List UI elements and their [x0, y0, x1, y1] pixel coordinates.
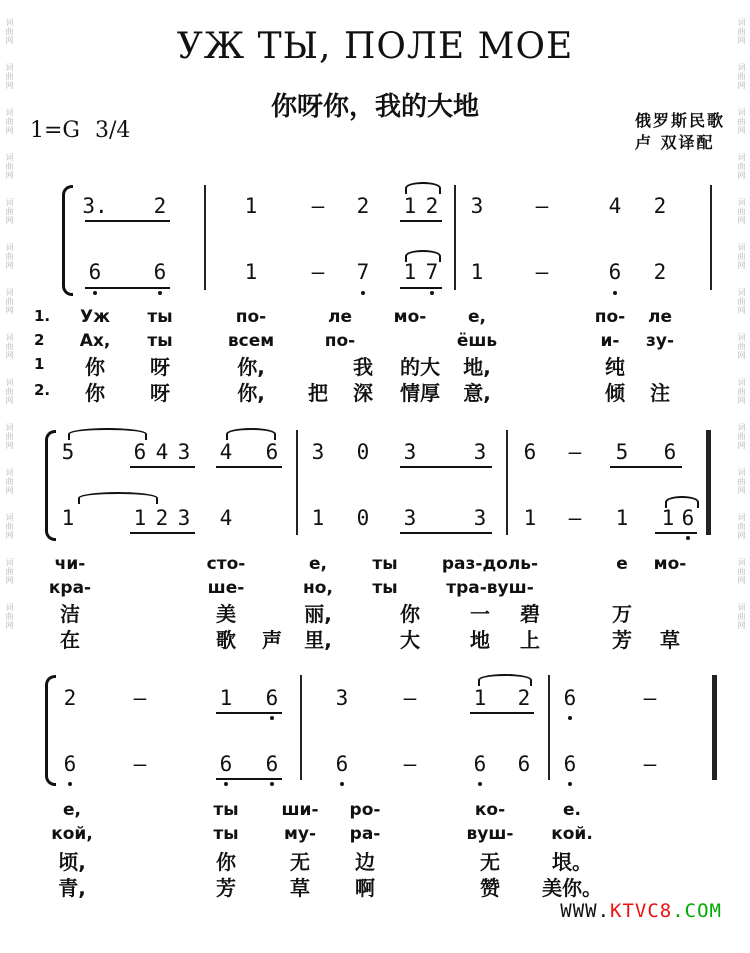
lyric-syllable: 洁	[60, 602, 80, 626]
watermark-right	[734, 0, 748, 953]
note: 2	[153, 194, 167, 218]
slur	[226, 428, 276, 440]
note: 1	[133, 506, 147, 530]
note: 3	[177, 506, 191, 530]
octave-dot	[340, 782, 344, 786]
lyric-syllable: ты	[213, 824, 239, 844]
lyric-syllable: по-	[324, 331, 356, 351]
note: 6	[663, 440, 677, 464]
note: 1	[473, 686, 487, 710]
lyric-syllable: 芳	[612, 628, 632, 652]
note: 7	[356, 260, 370, 284]
lyric-syllable: 边	[355, 850, 375, 874]
watermark-text: 词曲网	[737, 243, 746, 270]
lyric-syllable: е	[616, 554, 628, 574]
watermark-text: 词曲网	[5, 423, 14, 450]
note: 1	[219, 686, 233, 710]
lyric-syllable: 一	[470, 602, 490, 626]
note: 1	[615, 506, 629, 530]
note: 2	[425, 194, 439, 218]
chinese-title: 你呀你，我的大地	[270, 92, 479, 122]
note: 6	[517, 752, 531, 776]
lyric-syllable: 你	[400, 602, 420, 626]
lyric-syllable: ёшь	[456, 331, 498, 351]
lyric-syllable: тра-вуш-	[446, 578, 534, 598]
note: 6	[133, 440, 147, 464]
barline	[300, 675, 302, 780]
note: 2	[155, 506, 169, 530]
note: 1	[311, 506, 325, 530]
note: 2	[653, 194, 667, 218]
barline	[706, 430, 711, 535]
octave-dot	[68, 782, 72, 786]
beam	[130, 532, 195, 534]
lyric-syllable: 碧	[520, 602, 540, 626]
lyric-syllable: кой.	[551, 824, 593, 844]
note: 3	[403, 440, 417, 464]
watermark-text: 词曲网	[737, 333, 746, 360]
lyric-syllable: 你	[85, 355, 105, 379]
lyric-syllable: 里,	[304, 628, 332, 652]
octave-dot	[568, 782, 572, 786]
watermark-text: 词曲网	[5, 243, 14, 270]
note: —	[568, 506, 582, 530]
lyric-syllable: е.	[563, 800, 581, 820]
octave-dot	[224, 782, 228, 786]
lyric-syllable: 无	[290, 850, 310, 874]
note: —	[643, 752, 657, 776]
note: 6	[265, 752, 279, 776]
note: 4	[608, 194, 622, 218]
note: 6	[219, 752, 233, 776]
note: 3	[403, 506, 417, 530]
lyric-syllable: мо-	[393, 307, 427, 327]
lyric-syllable: ше-	[207, 578, 245, 598]
octave-dot	[686, 536, 690, 540]
note: 5	[615, 440, 629, 464]
note: 6	[88, 260, 102, 284]
barline	[710, 185, 712, 290]
beam	[400, 220, 442, 222]
lyric-syllable: е,	[468, 307, 486, 327]
lyric-syllable: 上	[520, 628, 540, 652]
time-signature: 3/4	[95, 118, 131, 143]
note: 1	[244, 260, 258, 284]
beam	[400, 466, 492, 468]
barline	[548, 675, 550, 780]
lyric-syllable: 你,	[237, 355, 265, 379]
lyric-syllable: 丽,	[304, 602, 332, 626]
barline	[454, 185, 456, 290]
note: 4	[155, 440, 169, 464]
lyric-syllable: му-	[283, 824, 317, 844]
note: —	[568, 440, 582, 464]
lyric-syllable: мо-	[653, 554, 687, 574]
verse-number: 1.	[34, 307, 51, 325]
beam	[216, 466, 282, 468]
lyric-syllable: 垠。	[552, 850, 592, 874]
barline	[506, 430, 508, 535]
octave-dot	[430, 291, 434, 295]
watermark-text: 词曲网	[5, 333, 14, 360]
note: —	[403, 752, 417, 776]
slur	[68, 428, 147, 440]
note: 1	[470, 260, 484, 284]
russian-title: УЖ ТЫ, ПОЛЕ МОЕ	[176, 26, 574, 67]
verse-number: 2	[34, 331, 45, 349]
note: 4	[219, 506, 233, 530]
beam	[85, 287, 170, 289]
slur	[78, 492, 158, 504]
lyric-syllable: 你,	[237, 381, 265, 405]
note: 6	[265, 440, 279, 464]
lyric-syllable: 啊	[355, 876, 375, 900]
lyric-syllable: Ах,	[79, 331, 111, 351]
note: 4	[219, 440, 233, 464]
lyric-syllable: 纯	[605, 355, 625, 379]
lyric-syllable: ты	[372, 554, 398, 574]
lyric-syllable: 赞	[480, 876, 500, 900]
system-brace	[62, 185, 73, 296]
lyric-syllable: 深	[353, 381, 373, 405]
watermark-text: 词曲网	[5, 198, 14, 225]
lyric-syllable: 无	[480, 850, 500, 874]
lyric-syllable: 地,	[463, 355, 491, 379]
site-url-prefix: WWW.	[560, 900, 611, 922]
verse-number: 1	[34, 355, 45, 373]
beam	[85, 220, 170, 222]
note: 7	[425, 260, 439, 284]
octave-dot	[270, 782, 274, 786]
site-url-brand: KTVC8	[610, 900, 673, 922]
lyric-syllable: 的大	[400, 355, 440, 379]
lyric-syllable: ши-	[281, 800, 319, 820]
octave-dot	[613, 291, 617, 295]
lyric-syllable: 美你。	[542, 876, 602, 900]
lyric-syllable: 顷,	[58, 850, 86, 874]
note: —	[535, 194, 549, 218]
watermark-text: 词曲网	[737, 513, 746, 540]
lyric-syllable: сто-	[206, 554, 246, 574]
lyric-syllable: раз-доль-	[441, 554, 539, 574]
lyric-syllable: всем	[227, 331, 275, 351]
lyric-syllable: 在	[60, 628, 80, 652]
note: 6	[265, 686, 279, 710]
octave-dot	[158, 291, 162, 295]
tie	[665, 496, 699, 508]
lyric-syllable: 你	[216, 850, 236, 874]
lyric-syllable: ле	[328, 307, 352, 327]
watermark-text: 词曲网	[737, 288, 746, 315]
watermark-text: 词曲网	[737, 63, 746, 90]
lyric-syllable: 歌	[216, 628, 236, 652]
watermark-text: 词曲网	[5, 468, 14, 495]
lyric-syllable: ро-	[349, 800, 381, 820]
note: —	[311, 260, 325, 284]
note: —	[133, 752, 147, 776]
lyric-syllable: 大	[400, 628, 420, 652]
octave-dot	[568, 716, 572, 720]
note: 6	[335, 752, 349, 776]
lyric-syllable: 草	[290, 876, 310, 900]
watermark-text: 词曲网	[5, 378, 14, 405]
note: 5	[61, 440, 75, 464]
lyric-syllable: кра-	[48, 578, 92, 598]
system-brace	[45, 430, 56, 541]
lyric-syllable: по-	[235, 307, 267, 327]
octave-dot	[270, 716, 274, 720]
system-brace	[45, 675, 56, 786]
watermark-text: 词曲网	[5, 153, 14, 180]
beam	[216, 712, 282, 714]
watermark-text: 词曲网	[5, 108, 14, 135]
lyric-syllable: кой,	[51, 824, 93, 844]
watermark-text: 词曲网	[737, 153, 746, 180]
lyric-syllable: ты	[147, 307, 173, 327]
note: 6	[473, 752, 487, 776]
watermark-text: 词曲网	[737, 198, 746, 225]
note: 3	[335, 686, 349, 710]
barline	[204, 185, 206, 290]
watermark-text: 词曲网	[5, 63, 14, 90]
lyric-syllable: зу-	[645, 331, 675, 351]
origin-credit: 俄罗斯民歌	[634, 111, 725, 130]
watermark-text: 词曲网	[5, 513, 14, 540]
lyric-syllable: 青,	[58, 876, 86, 900]
watermark-text: 词曲网	[5, 288, 14, 315]
watermark-text: 词曲网	[737, 468, 746, 495]
lyric-syllable: ко-	[474, 800, 506, 820]
beam	[655, 532, 697, 534]
watermark-text: 词曲网	[5, 603, 14, 630]
note: 1	[244, 194, 258, 218]
lyric-syllable: 芳	[216, 876, 236, 900]
octave-dot	[361, 291, 365, 295]
watermark-text: 词曲网	[5, 18, 14, 45]
lyric-syllable: чи-	[54, 554, 86, 574]
lyric-syllable: 草	[660, 628, 680, 652]
note: 2	[356, 194, 370, 218]
tie	[405, 250, 441, 262]
watermark-left	[2, 0, 16, 953]
lyric-syllable: вуш-	[466, 824, 514, 844]
lyric-syllable: но,	[303, 578, 333, 598]
lyric-syllable: 注	[650, 381, 670, 405]
barline	[296, 430, 298, 535]
note: 3	[177, 440, 191, 464]
note: —	[403, 686, 417, 710]
note: 6	[563, 686, 577, 710]
lyric-syllable: 倾	[605, 381, 625, 405]
lyric-syllable: 声	[262, 628, 282, 652]
lyric-syllable: 把	[308, 381, 328, 405]
key-signature: 1=G	[30, 118, 81, 143]
note: 3.	[82, 194, 108, 218]
note: 3	[473, 506, 487, 530]
lyric-syllable: 情厚	[400, 381, 440, 405]
tie	[405, 182, 441, 194]
lyric-syllable: ра-	[349, 824, 381, 844]
note: 2	[63, 686, 77, 710]
lyric-syllable: 地	[470, 628, 490, 652]
watermark-text: 词曲网	[737, 18, 746, 45]
note: 3	[473, 440, 487, 464]
lyric-syllable: 呀	[150, 355, 170, 379]
lyric-syllable: по-	[594, 307, 626, 327]
lyric-syllable: 美	[216, 602, 236, 626]
lyric-syllable: ле	[648, 307, 672, 327]
lyric-syllable: ты	[213, 800, 239, 820]
note: 6	[681, 506, 695, 530]
slur	[478, 674, 532, 686]
note: 3	[470, 194, 484, 218]
key-time-signature	[30, 118, 130, 143]
note: 0	[356, 440, 370, 464]
beam	[470, 712, 534, 714]
lyric-syllable: 万	[612, 602, 632, 626]
lyric-syllable: е,	[309, 554, 327, 574]
lyric-syllable: 我	[353, 355, 373, 379]
watermark-text: 词曲网	[737, 558, 746, 585]
note: 0	[356, 506, 370, 530]
note: —	[643, 686, 657, 710]
lyric-syllable: 意,	[463, 381, 491, 405]
site-url[interactable]	[560, 900, 722, 922]
beam	[216, 778, 282, 780]
lyric-syllable: 你	[85, 381, 105, 405]
translator-credit: 卢 双译配	[634, 133, 715, 152]
lyric-syllable: ты	[147, 331, 173, 351]
note: 6	[63, 752, 77, 776]
octave-dot	[478, 782, 482, 786]
site-url-suffix: .COM	[672, 900, 722, 922]
verse-number: 2.	[34, 381, 51, 399]
beam	[610, 466, 682, 468]
watermark-text: 词曲网	[737, 603, 746, 630]
lyric-syllable: 呀	[150, 381, 170, 405]
note: 6	[523, 440, 537, 464]
final-barline	[712, 675, 717, 780]
note: 1	[661, 506, 675, 530]
octave-dot	[93, 291, 97, 295]
watermark-text: 词曲网	[5, 558, 14, 585]
note: —	[311, 194, 325, 218]
note: 3	[311, 440, 325, 464]
note: 2	[517, 686, 531, 710]
lyric-syllable: и-	[600, 331, 620, 351]
lyric-syllable: Уж	[79, 307, 111, 327]
note: 6	[608, 260, 622, 284]
lyric-syllable: е,	[63, 800, 81, 820]
watermark-text: 词曲网	[737, 423, 746, 450]
note: 1	[523, 506, 537, 530]
note: 1	[403, 194, 417, 218]
watermark-text: 词曲网	[737, 378, 746, 405]
note: 6	[563, 752, 577, 776]
watermark-text: 词曲网	[737, 108, 746, 135]
beam	[130, 466, 195, 468]
note: —	[535, 260, 549, 284]
note: —	[133, 686, 147, 710]
note: 2	[653, 260, 667, 284]
note: 1	[61, 506, 75, 530]
beam	[400, 532, 492, 534]
beam	[400, 287, 442, 289]
note: 6	[153, 260, 167, 284]
credits	[635, 110, 725, 154]
note: 1	[403, 260, 417, 284]
lyric-syllable: ты	[372, 578, 398, 598]
